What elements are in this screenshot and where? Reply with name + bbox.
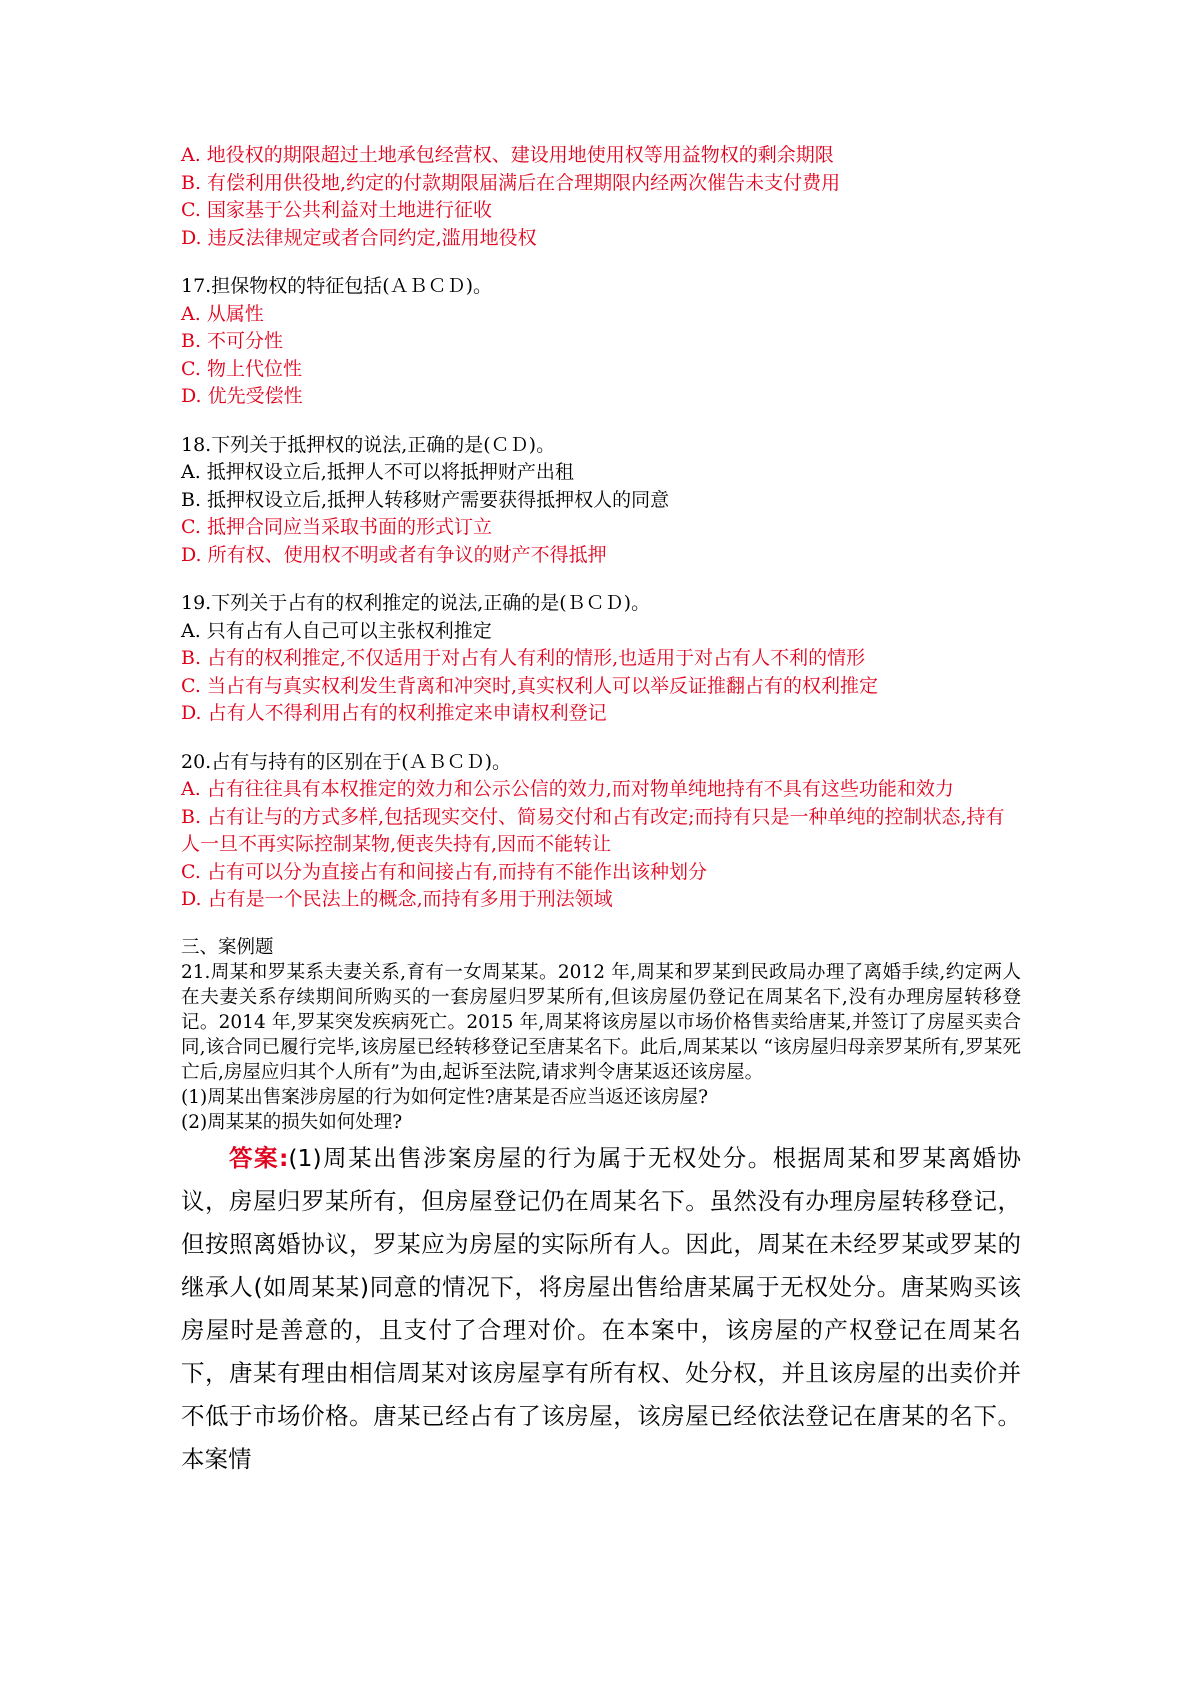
q18-block	[181, 432, 1021, 570]
q17-question: 17.担保物权的特征包括(ＡＢＣＤ)。	[181, 275, 493, 297]
q20-option-b: B. 占有让与的方式多样,包括现实交付、简易交付和占有改定;而持有只是一种单纯的控制状态,持有人一旦不再实际控制某物,便丧失持有,因而不能转让	[181, 805, 1005, 855]
q20-option-c: C. 占有可以分为直接占有和间接占有,而持有不能作出该种划分	[181, 860, 707, 883]
q19-question: 19.下列关于占有的权利推定的说法,正确的是(ＢＣＤ)。	[181, 592, 651, 614]
q16-option-c: C. 国家基于公共利益对土地进行征收	[181, 199, 492, 221]
q18-option-a: A. 抵押权设立后,抵押人不可以将抵押财产出租	[181, 461, 574, 483]
q17-option-a: A. 从属性	[181, 302, 264, 325]
q19-option-d: D. 占有人不得利用占有的权利推定来申请权利登记	[181, 702, 607, 724]
section-case-study	[181, 935, 1021, 1481]
q16-block	[181, 142, 1021, 252]
q19-block	[181, 590, 1021, 728]
q18-option-b: B. 抵押权设立后,抵押人转移财产需要获得抵押权人的同意	[181, 488, 670, 511]
q20-question: 20.占有与持有的区别在于(ＡＢＣＤ)。	[181, 750, 512, 773]
case-sub-question-1: (1)周某出售案涉房屋的行为如何定性?唐某是否应当返还该房屋?	[181, 1086, 709, 1108]
q16-option-d: D. 违反法律规定或者合同约定,滥用地役权	[181, 226, 537, 249]
q19-option-b: B. 占有的权利推定,不仅适用于对占有人有利的情形,也适用于对占有人不利的情形	[181, 647, 866, 669]
q20-option-d: D. 占有是一个民法上的概念,而持有多用于刑法领域	[181, 888, 613, 910]
q17-option-b: B. 不可分性	[181, 330, 284, 352]
q20-block	[181, 749, 1021, 914]
q18-option-d: D. 所有权、使用权不明或者有争议的财产不得抵押	[181, 543, 607, 566]
q16-option-b: B. 有偿利用供役地,约定的付款期限届满后在合理期限内经两次催告未支付费用	[181, 171, 841, 194]
q19-option-c: C. 当占有与真实权利发生背离和冲突时,真实权利人可以举反证推翻占有的权利推定	[181, 674, 878, 697]
q17-block	[181, 273, 1021, 411]
q20-option-a: A. 占有往往具有本权推定的效力和公示公信的效力,而对物单纯地持有不具有这些功能和效力	[181, 778, 954, 800]
q17-option-c: C. 物上代位性	[181, 357, 302, 380]
case-text: 21.周某和罗某系夫妻关系,育有一女周某某。2012 年,周某和罗某到民政局办理了离婚手续,约定两人在夫妻关系存续期间所购买的一套房屋归罗某所有,但该房屋仍登记在周某名下,没有办理房屋转移登记。2014 年,罗某突发疾病死亡。2015 年,周某将该房屋以市场价格售卖给唐某,并签订了房屋买卖合同,该合同已履行完毕,该房屋已经转移登记至唐某名下。此后,周某某以 “该房屋归母亲罗某所有,罗某死亡后,房屋应归其个人所有”为由,起诉至法院,请求判令唐某返还该房屋。	[181, 961, 1021, 1083]
answer-paragraph	[181, 1137, 1021, 1481]
q17-option-d: D. 优先受偿性	[181, 385, 303, 407]
q18-question: 18.下列关于抵押权的说法,正确的是(ＣＤ)。	[181, 433, 556, 456]
document-content	[181, 142, 1021, 1481]
q19-option-a: A. 只有占有人自己可以主张权利推定	[181, 619, 492, 642]
section-heading: 三、案例题	[181, 936, 274, 958]
q18-option-c: C. 抵押合同应当采取书面的形式订立	[181, 516, 492, 538]
case-sub-question-2: (2)周某某的损失如何处理?	[181, 1111, 403, 1133]
answer-text: (1)周某出售涉案房屋的行为属于无权处分。根据周某和罗某离婚协议，房屋归罗某所有，但房屋登记仍在周某名下。虽然没有办理房屋转移登记，但按照离婚协议，罗某应为房屋的实际所有人。因此，周某在未经罗某或罗某的继承人(如周某某)同意的情况下，将房屋出售给唐某属于无权处分。唐某购买该房屋时是善意的，且支付了合理对价。在本案中，该房屋的产权登记在周某名下，唐某有理由相信周某对该房屋享有所有权、处分权，并且该房屋的出卖价并不低于市场价格。唐某已经占有了该房屋，该房屋已经依法登记在唐某的名下。本案情	[181, 1143, 1021, 1473]
q16-option-a: A. 地役权的期限超过土地承包经营权、建设用地使用权等用益物权的剩余期限	[181, 144, 834, 166]
answer-label: 答案:	[229, 1143, 289, 1172]
